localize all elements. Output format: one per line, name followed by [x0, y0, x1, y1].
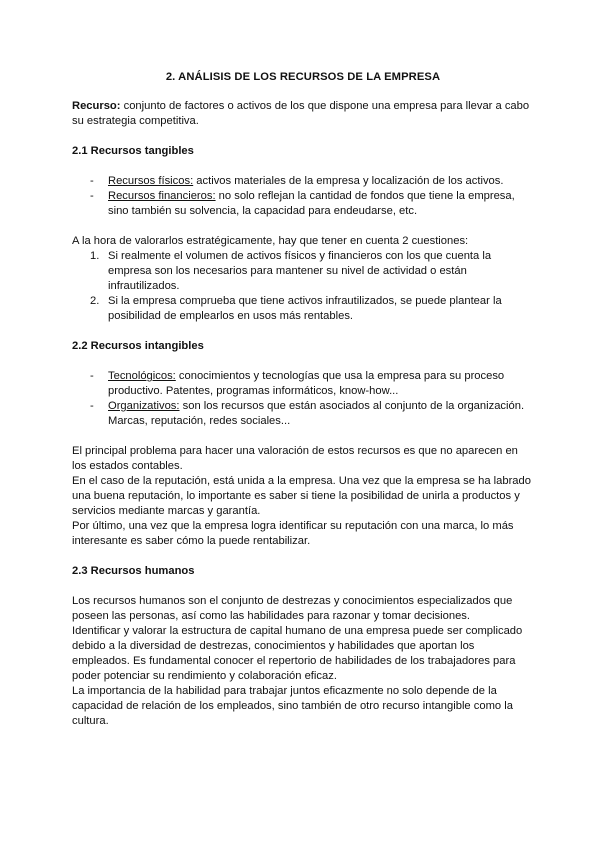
item-label: Tecnológicos: [108, 370, 176, 382]
section-heading-intangibles: 2.2 Recursos intangibles [72, 340, 204, 352]
item-text: Si realmente el volumen de activos físicos y financieros con los que cuenta la empresa son los necesarios para mantener su nivel de actividad o están infrautilizados. [108, 250, 492, 292]
item-text: Si la empresa comprueba que tiene activos infrautilizados, se puede plantear la posibilidad de emplearlos en usos más rentables. [108, 295, 502, 322]
list-marker: - [90, 175, 94, 187]
item-text: conocimientos y tecnologías que usa la empresa para su proceso productivo. Patentes, programas informáticos, know-how... [108, 370, 505, 397]
list-item [90, 369, 534, 399]
item-text: son los recursos que están asociados al conjunto de la organización. Marcas, reputación, redes sociales... [108, 400, 525, 427]
section-heading-humanos: 2.3 Recursos humanos [72, 565, 195, 577]
list-marker: - [90, 370, 94, 382]
intro-text: conjunto de factores o activos de los que dispone una empresa para llevar a cabo su estrategia competitiva. [72, 100, 530, 127]
intangibles-list [72, 369, 534, 429]
document-page [72, 60, 534, 729]
humanos-paragraph: Identificar y valorar la estructura de capital humano de una empresa puede ser complicado debido a la diversidad de destrezas, conocimientos y habilidades que aportan los empleados. Es fundamental conocer el repertorio de habilidades de los trabajadores para poder potenciar su rendimiento y colaboración eficaz. [72, 625, 523, 682]
document-title: 2. ANÁLISIS DE LOS RECURSOS DE LA EMPRESA [165, 71, 441, 83]
list-item [90, 399, 534, 429]
item-text: no solo reflejan la cantidad de fondos que tiene la empresa, sino también su solvencia, la capacidad para endeudarse, etc. [108, 190, 515, 217]
humanos-paragraph: Los recursos humanos son el conjunto de destrezas y conocimientos especializados que poseen las personas, así como las habilidades para razonar y tomar decisiones. [72, 595, 513, 622]
tangibles-lead: A la hora de valorarlos estratégicamente, hay que tener en cuenta 2 cuestiones: [72, 235, 469, 247]
list-marker: - [90, 400, 94, 412]
list-marker: - [90, 190, 94, 202]
humanos-paragraph: La importancia de la habilidad para trabajar juntos eficazmente no solo depende de la capacidad de relación de los empleados, sino también de otro recurso intangible como la cultura. [72, 685, 513, 727]
item-text: activos materiales de la empresa y localización de los activos. [193, 175, 504, 187]
intangibles-paragraph: En el caso de la reputación, está unida a la empresa. Una vez que la empresa se ha labrado una buena reputación, lo importante es saber si tiene la posibilidad de unirla a productos y servicios mediante marcas y garantía. [72, 475, 531, 517]
tangibles-numbered-list [72, 249, 534, 324]
tangibles-list [72, 174, 534, 219]
intangibles-paragraph: El principal problema para hacer una valoración de estos recursos es que no aparecen en los estados contables. [72, 445, 518, 472]
list-item [90, 174, 534, 189]
item-number: 2. [90, 295, 100, 307]
item-label: Recursos financieros: [108, 190, 216, 202]
item-label: Recursos físicos: [108, 175, 194, 187]
numbered-item [90, 294, 534, 324]
list-item [90, 189, 534, 219]
item-number: 1. [90, 250, 100, 262]
intangibles-paragraph: Por último, una vez que la empresa logra identificar su reputación con una marca, lo más interesante es saber cómo la puede rentabilizar. [72, 520, 514, 547]
item-label: Organizativos: [108, 400, 180, 412]
numbered-item [90, 249, 534, 294]
section-heading-tangibles: 2.1 Recursos tangibles [72, 145, 194, 157]
intro-paragraph [72, 99, 534, 129]
intro-term: Recurso: [72, 100, 121, 112]
